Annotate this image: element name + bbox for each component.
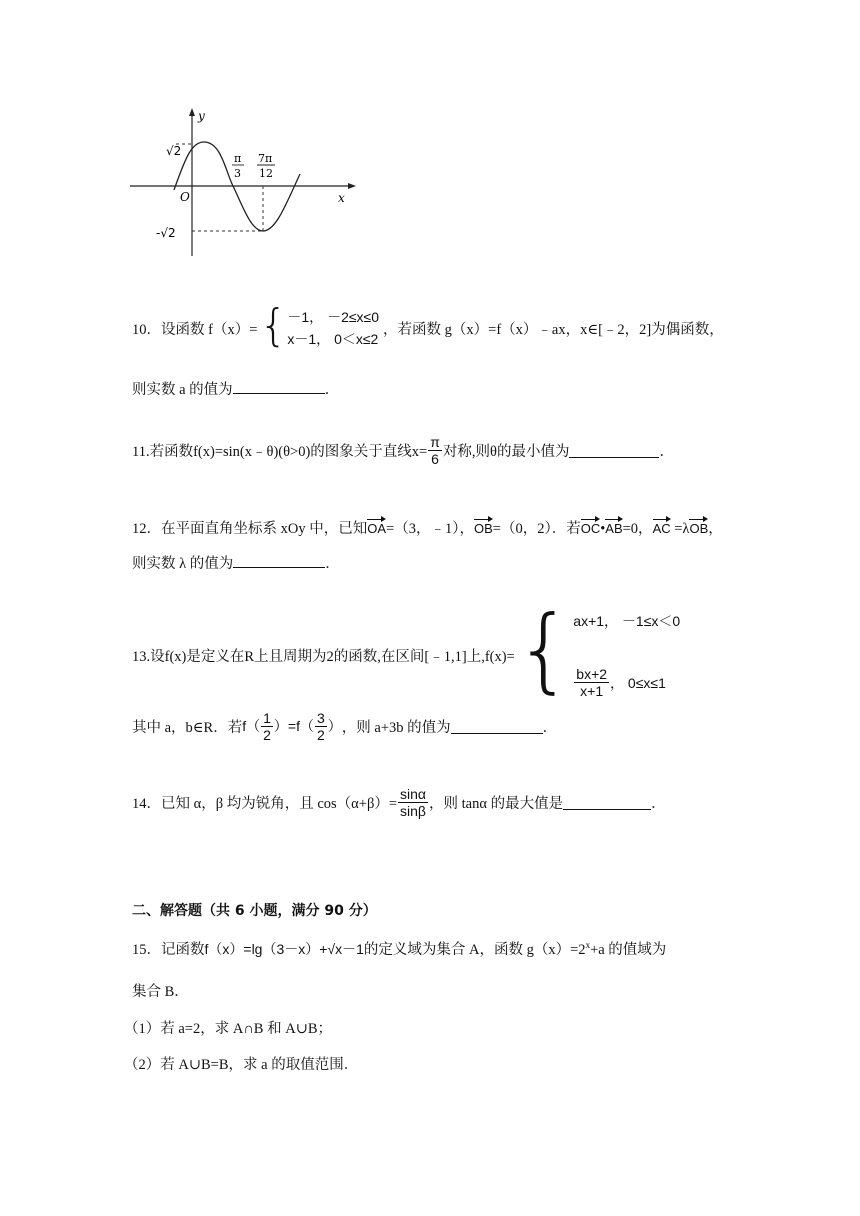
sqrt2-label: √2 [166,144,182,158]
q11-end: ． [659,443,674,460]
q11-den: 6 [431,450,439,467]
question-12-line1 [132,517,723,538]
vector-ab: AB [605,521,623,536]
q13-case1: ax+1， －1≤x＜0 [573,613,681,629]
pi-over-3-den: 3 [234,167,241,180]
q13-case2-cond: ， 0≤x≤1 [610,674,666,691]
seven-pi-over-12-num: 7π [258,152,273,165]
vector-oa: OA [367,521,387,536]
q13-three-half-num: 3 [316,709,325,726]
question-15-part2: （2）若 A∪B=B，求 a 的取值范围． [124,1057,359,1073]
question-14 [132,780,666,824]
q14-end: ． [651,795,666,812]
q13-cases [573,611,680,699]
vector-oc: OC [580,521,601,536]
q11-suffix: 对称,则θ的最小值为 [442,443,570,460]
q13-end: ． [542,719,558,736]
q11-prefix: 11.若函数f(x)=sin(x﹣θ)(θ>0)的图象关于直线x= [132,443,428,460]
q12-end: ． [325,556,340,572]
vector-ob-2: OB [689,521,709,536]
q12-oa-val: =（3，﹣1）， [386,521,474,537]
q13-case2-den: x+1 [580,683,604,699]
q13-half-den: 2 [263,726,271,743]
question-15-line2: 集合 B． [132,984,189,1000]
q12-line2: 则实数 λ 的值为 [132,556,234,572]
q14-answer-blank[interactable] [563,808,651,810]
q12-ob-val: =（0，2）．若 [492,521,581,537]
q12-answer-blank[interactable] [233,566,325,568]
q10-suffix: ，若函数 g（x）=f（x）﹣ax，x∈[﹣2，2]为偶函数， [383,321,724,338]
q13-line2-suffix: ，则 a+3b 的值为 [341,719,451,736]
q14-fraction [398,786,428,819]
neg-sqrt2-label: -√2 [156,226,176,240]
question-10-line2 [132,378,339,399]
q11-answer-blank[interactable] [569,456,659,458]
q10-line2: 则实数 a 的值为 [132,382,233,398]
q10-case2: x－1， 0＜x≤2 [287,331,379,347]
q10-answer-blank[interactable] [233,392,325,394]
x-axis-label: x [338,191,345,205]
question-15-line1 [132,938,666,959]
q11-fraction [428,434,442,467]
question-11 [132,428,674,472]
q13-f-left: f（ [242,718,261,734]
q13-case2-fraction [574,666,609,699]
q13-half [261,710,273,743]
q11-num: π [430,433,440,450]
q13-answer-blank[interactable] [451,732,543,734]
q15-prefix: 15．记函数 [132,942,205,958]
q12-zero: =0， [622,521,653,537]
vector-ac: AC [652,521,671,536]
question-12-line2 [132,552,340,573]
question-15-part1: （1）若 a=2，求 A∩B 和 A∪B； [124,1021,333,1037]
q14-den: sinβ [400,802,426,819]
q13-brace: { [514,596,574,703]
q10-case1: －1， －2≤x≤0 [287,309,380,325]
y-axis-label: y [198,109,205,123]
q14-suffix: ，则 tanα 的最大值是 [429,795,564,812]
sine-graph [126,104,358,264]
q12-dot: • [600,521,606,537]
q12-prefix: 12．在平面直角坐标系 xOy 中，已知 [132,521,368,537]
q13-three-half-den: 2 [316,726,325,743]
question-13-line1 [132,596,681,703]
seven-pi-over-12-den: 12 [259,167,273,180]
q13-half-num: 1 [263,709,271,726]
q13-mid: ）=f（ [273,718,314,734]
question-10-line1 [132,300,724,351]
pi-over-3-num: π [234,152,242,165]
q15-suffix: +a 的值域为 [590,942,667,958]
q10-prefix: 10．设函数 f（x）= [132,321,258,338]
q13-right: ） [327,718,342,734]
q10-end: ． [324,382,340,398]
q13-line2-prefix: 其中 a，b∈R．若 [132,719,243,736]
q10-brace: { [259,300,288,351]
q13-case2-num: bx+2 [576,666,608,682]
question-13-line2 [132,706,557,746]
q15-sup: x [585,940,591,951]
q13-prefix: 13.设f(x)是定义在R上且周期为2的函数,在区间[﹣1,1]上,f(x)= [132,648,515,665]
q15-formula: f（x）=lg（3－x）+√x－1 [204,941,364,957]
vector-ob: OB [473,521,493,536]
q12-eq-lambda: =λ [670,521,690,537]
origin-label: O [180,190,190,204]
q10-cases [287,306,379,350]
q15-middle: 的定义域为集合 A，函数 g（x）=2 [363,942,586,958]
q14-num: sinα [400,785,427,802]
q13-three-half [315,710,327,743]
q14-prefix: 14．已知 α，β 均为锐角，且 cos（α+β）= [132,795,398,812]
q12-comma: ， [708,521,723,537]
section-2-heading: 二、解答题（共 6 小题，满分 90 分） [132,903,377,919]
